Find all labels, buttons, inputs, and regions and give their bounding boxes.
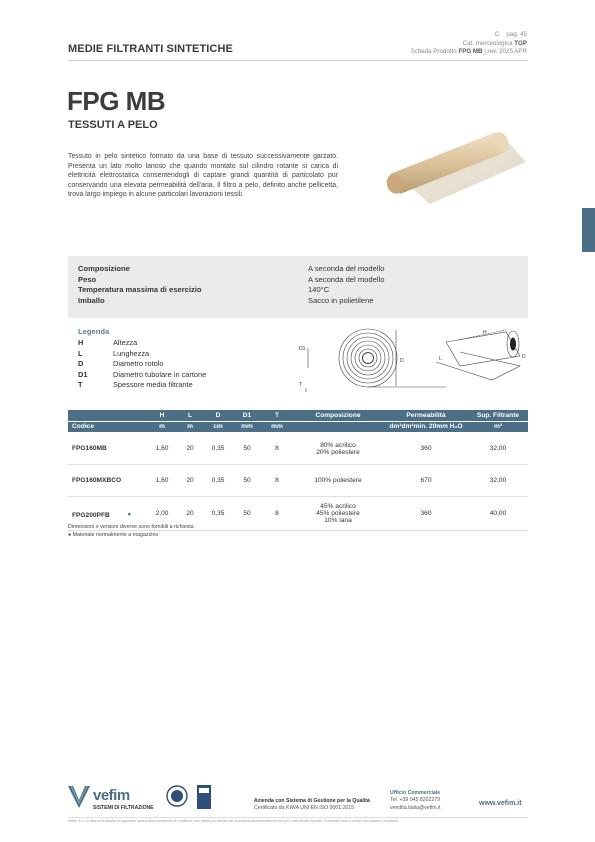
composition-line: 45% poliestere — [316, 510, 360, 517]
unit-d1: mm — [232, 421, 262, 433]
office-title: Ufficio Commerciale — [390, 790, 441, 796]
th-blank — [68, 410, 148, 421]
certification-seal-icon — [166, 785, 188, 807]
unit-l: m — [176, 421, 204, 433]
diagram-label-d: D — [400, 358, 404, 364]
logo-mark-icon — [68, 786, 156, 812]
th-composition: Composizione — [292, 410, 384, 421]
spec-label-temperature: Temperatura massima di esercizio — [78, 285, 202, 295]
unit-d: cm — [204, 421, 232, 433]
row-d: 0,35 — [204, 465, 232, 497]
row-code-text: FPG160MB — [72, 445, 107, 452]
product-table — [68, 410, 528, 531]
row-surface: 32,00 — [468, 465, 528, 497]
page-prefix: C — [494, 31, 500, 38]
unit-surface: m² — [468, 421, 528, 433]
row-l: 20 — [176, 465, 204, 497]
svg-text:SISTEMI DI FILTRAZIONE: SISTEMI DI FILTRAZIONE — [93, 805, 154, 811]
row-permeability: 360 — [384, 497, 468, 531]
notes — [68, 523, 194, 539]
row-d1: 50 — [232, 497, 262, 531]
table-units-row — [68, 421, 528, 433]
legend-key: D — [78, 359, 84, 369]
diagram-label-h: H — [483, 330, 487, 336]
unit-composition — [292, 421, 384, 433]
legend-item — [78, 359, 206, 370]
row-t: 8 — [262, 497, 292, 531]
legal-text: Vefim S.r.l. si riserva la facoltà di apportare senza alcun preavviso le modifiche che riterrà più idonee per la propria documentazione e/o per i dati tecnici riportati. Eventuali errori o refusi non saranno vincolanti. — [68, 819, 399, 823]
legend-text: Lunghezza — [113, 348, 150, 358]
spec-value-packaging: Sacco in polietilene — [308, 296, 374, 306]
th-permeability: Permeabilità — [384, 410, 468, 421]
th-l: L — [176, 410, 204, 421]
diagram-label-l: L — [439, 356, 442, 362]
spec-value-composition: A seconda del modello — [308, 264, 385, 273]
row-l: 20 — [176, 497, 204, 531]
vefim-logo — [68, 786, 156, 812]
row-h: 2,00 — [148, 497, 176, 531]
row-d1: 50 — [232, 433, 262, 465]
row-composition — [292, 433, 384, 465]
legend-title: Legenda — [78, 327, 110, 336]
catalog-value: TGP — [514, 39, 527, 47]
spec-values — [308, 264, 384, 307]
table-header-row — [68, 410, 528, 421]
website-link[interactable]: www.vefim.it — [479, 800, 522, 807]
footer-office — [390, 790, 441, 812]
roll-diagram — [296, 322, 530, 392]
vefim-wordmark — [93, 787, 154, 811]
header-meta: C pag. 45 Cat. merceologica TGP Scheda Prodotto FPG MB | rev. 2025 APR — [410, 31, 527, 56]
composition-line: 100% poliestere — [314, 477, 362, 484]
row-code-text: FPG160MXBCO — [72, 477, 122, 484]
diagram-label-d-right: D — [522, 354, 526, 360]
unit-permeability: dm³dm²min. 20mm H₂O — [384, 421, 468, 433]
office-phone[interactable]: Tel. +39 045 8202279 — [390, 797, 441, 804]
row-d1: 50 — [232, 465, 262, 497]
legend-item — [78, 349, 206, 360]
row-surface: 32,00 — [468, 433, 528, 465]
diagram-label-d1: D1 — [299, 346, 306, 352]
row-permeability: 360 — [384, 433, 468, 465]
composition-line: 45% acrilico — [320, 503, 356, 510]
section-title: MEDIE FILTRANTI SINTETICHE — [68, 43, 233, 55]
row-h: 1,60 — [148, 433, 176, 465]
legend-item — [78, 338, 206, 349]
footer-quality — [254, 798, 370, 813]
header-divider — [68, 60, 528, 61]
diagram-label-t: T — [299, 382, 303, 388]
product-description: Tessuto in pelo sintetico formato da una base di tessuto successivamente garzato. Presenta un lato molto lanoso che quando montato sul cilindro rotante si carica di elettricità elettrostatica consentendogli di captare grandi quantità di particolato pur conservando una elevata permeabilità dell'aria. Il filtro a pelo, definito anche pellicetta, trova largo impiego in alcune particolari lavorazioni tessili. — [68, 153, 338, 198]
cardboard-core — [363, 353, 374, 364]
row-code — [68, 433, 148, 465]
svg-text:vefim: vefim — [93, 787, 130, 804]
th-surface: Sup. Filtrante — [468, 410, 528, 421]
product-photo — [360, 122, 528, 204]
spec-label-weight: Peso — [78, 274, 97, 284]
th-h: H — [148, 410, 176, 421]
legend-key: L — [78, 348, 83, 358]
product-title: FPG MB — [67, 86, 166, 116]
legend-key: H — [78, 338, 84, 347]
table-row — [68, 465, 528, 497]
quality-line: Azienda con Sistema di Gestione per la Qualità — [254, 798, 370, 804]
spec-value-weight: A seconda del modello — [308, 274, 385, 284]
legend-item — [78, 380, 206, 391]
catalog-label: Cat. merceologica — [462, 39, 513, 47]
spec-label-composition: Composizione — [78, 264, 130, 273]
spec-value-temperature: 140°C — [308, 285, 330, 295]
row-permeability: 670 — [384, 465, 468, 497]
spec-label-packaging: Imballo — [78, 296, 105, 306]
legend-text: Spessore media filtrante — [113, 380, 193, 390]
legend-item — [78, 370, 206, 381]
stock-marker-icon: • — [127, 508, 131, 519]
row-t: 8 — [262, 465, 292, 497]
row-composition — [292, 497, 384, 531]
revision: rev. 2025 APR — [487, 48, 527, 56]
kiwa-badge-icon — [197, 785, 211, 809]
footer-divider — [68, 817, 528, 818]
row-h: 1,60 — [148, 465, 176, 497]
legend-key: T — [78, 380, 83, 390]
perspective-roll — [446, 332, 520, 366]
office-email[interactable]: vendita.italia@vefim.it — [390, 804, 441, 811]
legend-text: Diametro rotolo — [113, 359, 164, 369]
spec-labels — [78, 264, 202, 307]
row-code-text: FPG200PFB — [72, 511, 110, 519]
unit-h: m — [148, 421, 176, 433]
unit-t: mm — [262, 421, 292, 433]
composition-line: 80% acrilico — [320, 441, 356, 449]
note-stock: ● Materiale normalmente a magazzino — [68, 532, 159, 538]
product-subtitle: TESSUTI A PELO — [68, 119, 158, 131]
th-d: D — [204, 410, 232, 421]
th-code: Codice — [68, 421, 148, 433]
sheet-value: FPG MB — [458, 48, 483, 56]
legend-text: Diametro tubolare in cartone — [113, 369, 207, 379]
legend — [78, 338, 206, 391]
table-row — [68, 433, 528, 465]
row-code — [68, 465, 148, 497]
row-composition — [292, 465, 384, 497]
certification-line: Certificato da KIWA UNI EN ISO 9001:2015 — [254, 805, 355, 812]
th-t: T — [262, 410, 292, 421]
row-d: 0,35 — [204, 433, 232, 465]
legend-key: D1 — [78, 369, 88, 379]
row-surface: 40,00 — [468, 497, 528, 531]
note-custom-sizes: Dimensioni o versioni diverse sono fornibili a richiesta — [68, 524, 194, 530]
th-d1: D1 — [232, 410, 262, 421]
roll-outer-circle — [339, 329, 397, 387]
legend-text: Altezza — [113, 338, 138, 347]
row-t: 8 — [262, 433, 292, 465]
side-tab — [582, 208, 595, 252]
row-l: 20 — [176, 433, 204, 465]
row-d: 0,35 — [204, 497, 232, 531]
composition-line: 10% lana — [324, 517, 352, 524]
composition-line: 20% poliestere — [316, 448, 360, 456]
sheet-label: Scheda Prodotto — [410, 48, 457, 56]
page-number: pag. 45 — [506, 31, 527, 38]
